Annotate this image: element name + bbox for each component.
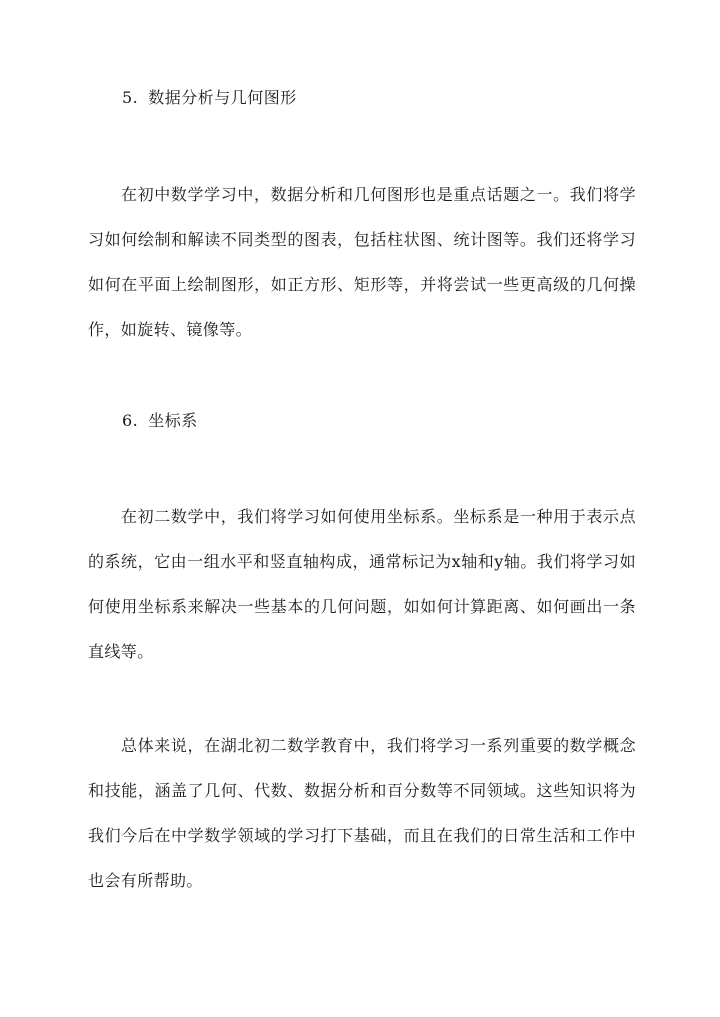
section-5-heading xyxy=(122,88,297,108)
section-6-title: 坐标系 xyxy=(148,411,198,430)
conclusion-paragraph: 总体来说，在湖北初二数学教育中，我们将学习一系列重要的数学概念和技能，涵盖了几何、代数、数据分析和百分数等不同领域。这些知识将为我们今后在中学数学领域的学习打下基础，而且在我们的日常生活和工作中也会有所帮助。 xyxy=(88,736,636,890)
section-5-title: 数据分析与几何图形 xyxy=(148,88,297,107)
section-5-paragraph: 在初中数学学习中，数据分析和几何图形也是重点话题之一。我们将学习如何绘制和解读不同类型的图表，包括柱状图、统计图等。我们还将学习如何在平面上绘制图形，如正方形、矩形等，并将尝试一些更高级的几何操作，如旋转、镜像等。 xyxy=(88,185,636,339)
section-6-number: 6. xyxy=(122,411,139,430)
section-6-paragraph: 在初二数学中，我们将学习如何使用坐标系。坐标系是一种用于表示点的系统，它由一组水平和竖直轴构成，通常标记为x轴和y轴。我们将学习如何使用坐标系来解决一些基本的几何问题，如如何计算距离、如何画出一条直线等。 xyxy=(88,507,636,661)
section-6-heading xyxy=(122,411,198,431)
section-5-number: 5. xyxy=(122,88,139,107)
